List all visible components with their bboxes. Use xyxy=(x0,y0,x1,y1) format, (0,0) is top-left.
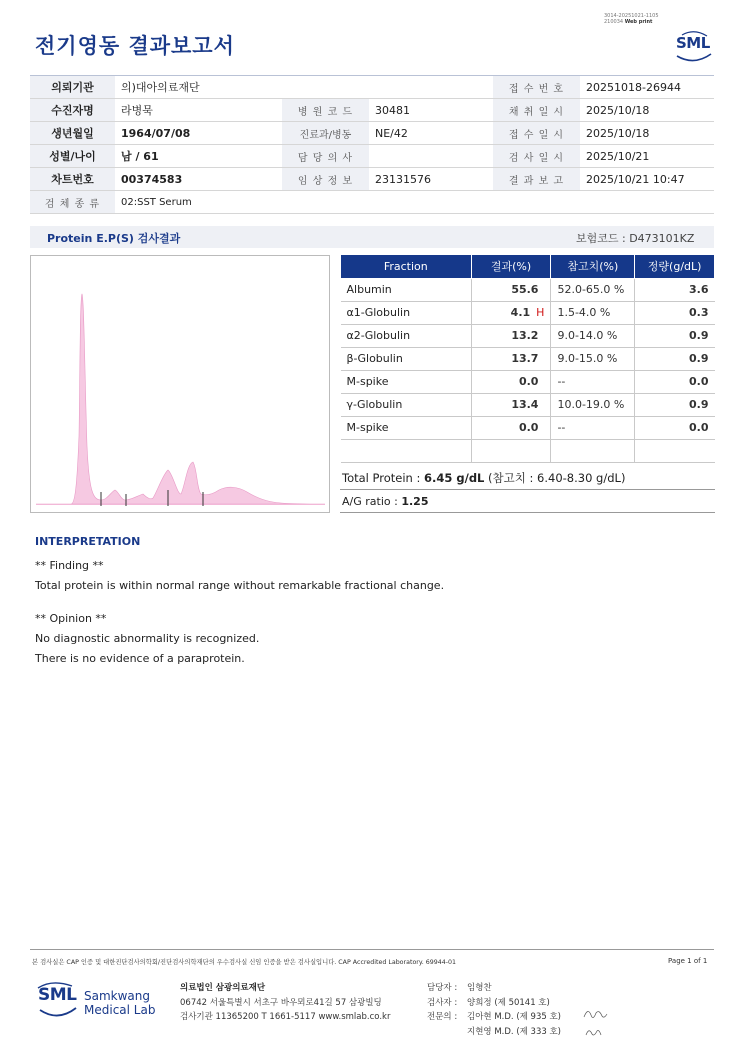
opinion-heading: ** Opinion ** xyxy=(35,612,107,625)
column-header: Fraction xyxy=(341,255,472,278)
footer-divider xyxy=(30,949,714,950)
electrophoresis-area xyxy=(36,294,325,504)
sml-logo: SML xyxy=(674,30,714,64)
reference-range: 52.0-65.0 % xyxy=(551,278,635,301)
result-cell: 0.0 xyxy=(471,416,551,439)
table-row xyxy=(341,324,715,347)
sml-footer-logo: SML xyxy=(36,980,78,1020)
amount-cell: 3.6 xyxy=(635,278,715,301)
info-label: 의뢰기관 xyxy=(30,76,115,99)
result-cell: 13.7 xyxy=(471,347,551,370)
amount-cell: 0.0 xyxy=(635,370,715,393)
info-label: 담 당 의 사 xyxy=(282,145,369,168)
insurance-code: 보험코드 : D473101KZ xyxy=(576,232,695,245)
info-value: 라병묵 xyxy=(115,99,282,122)
brand-name: Samkwang Medical Lab xyxy=(84,989,156,1017)
fraction-name: α2-Globulin xyxy=(341,324,472,347)
table-row xyxy=(341,393,715,416)
info-row xyxy=(30,122,714,145)
staff-labels: 담당자 : 검사자 : 전문의 : xyxy=(427,983,458,1022)
logo-swoosh-icon xyxy=(674,30,714,64)
info-value: 2025/10/18 xyxy=(580,99,714,122)
certification-note: 본 검사실은 CAP 인증 및 대한진단검사의학회/진단검사의학재단의 우수검사실 신임 인증을 받은 검사실입니다. CAP Accredited Laboratory. 69944-01 xyxy=(32,959,457,966)
info-value: 2025/10/21 xyxy=(580,145,714,168)
signature-image xyxy=(580,1005,610,1041)
info-value xyxy=(369,145,493,168)
info-value: 20251018-26944 xyxy=(580,76,714,99)
reference-range: -- xyxy=(551,370,635,393)
info-value: 남 / 61 xyxy=(115,145,282,168)
info-row xyxy=(30,76,714,99)
interpretation-heading: INTERPRETATION xyxy=(35,535,141,548)
table-row xyxy=(341,347,715,370)
info-row xyxy=(30,99,714,122)
amount-cell: 0.9 xyxy=(635,347,715,370)
info-label: 차트번호 xyxy=(30,168,115,191)
info-value: 30481 xyxy=(369,99,493,122)
table-row xyxy=(341,416,715,439)
finding-heading: ** Finding ** xyxy=(35,559,104,572)
report-title: 전기영동 결과보고서 xyxy=(35,34,235,58)
opinion-line: There is no evidence of a paraprotein. xyxy=(35,652,245,665)
table-row xyxy=(341,439,715,462)
info-value: 1964/07/08 xyxy=(115,122,282,145)
reference-range: 10.0-19.0 % xyxy=(551,393,635,416)
table-row xyxy=(341,370,715,393)
info-value: 2025/10/18 xyxy=(580,122,714,145)
result-cell xyxy=(471,439,551,462)
amount-cell: 0.3 xyxy=(635,301,715,324)
table-row xyxy=(341,278,715,301)
column-header: 결과(%) xyxy=(471,255,551,278)
amount-cell: 0.9 xyxy=(635,393,715,416)
info-row xyxy=(30,168,714,191)
info-row xyxy=(30,145,714,168)
info-label: 성별/나이 xyxy=(30,145,115,168)
page-number: Page 1 of 1 xyxy=(668,957,708,965)
info-label: 임 상 정 보 xyxy=(282,168,369,191)
fraction-name xyxy=(341,439,472,462)
column-header: 참고치(%) xyxy=(551,255,635,278)
results-table xyxy=(340,255,715,463)
fraction-name: M-spike xyxy=(341,370,472,393)
result-cell: 13.4 xyxy=(471,393,551,416)
document-id: 3014-20251021-1105 210034 Web print xyxy=(604,13,659,25)
ag-ratio: A/G ratio : 1.25 xyxy=(340,490,715,513)
section-title: Protein E.P(S) 검사결과 xyxy=(47,232,181,245)
info-value: NE/42 xyxy=(369,122,493,145)
fraction-name: β-Globulin xyxy=(341,347,472,370)
info-value: 의)대아의료재단 xyxy=(115,76,493,99)
finding-text: Total protein is within normal range without remarkable fractional change. xyxy=(35,579,445,592)
electrophoresis-graph xyxy=(30,255,330,513)
info-label: 진료과/병동 xyxy=(282,122,369,145)
info-label: 채 취 일 시 xyxy=(493,99,580,122)
reference-range: 1.5-4.0 % xyxy=(551,301,635,324)
reference-range xyxy=(551,439,635,462)
info-value: 2025/10/21 10:47 xyxy=(580,168,714,191)
amount-cell: 0.0 xyxy=(635,416,715,439)
reference-range: 9.0-15.0 % xyxy=(551,347,635,370)
high-flag: H xyxy=(536,306,545,319)
info-label: 병 원 코 드 xyxy=(282,99,369,122)
info-label: 생년월일 xyxy=(30,122,115,145)
result-cell: 55.6 xyxy=(471,278,551,301)
amount-cell: 0.9 xyxy=(635,324,715,347)
staff-names: 임형찬 양희정 (제 50141 호) 김아현 M.D. (제 935 호) 지현영 M.D. (제 333 호) xyxy=(467,983,562,1037)
info-label: 접 수 번 호 xyxy=(493,76,580,99)
result-cell: 0.0 xyxy=(471,370,551,393)
info-value: 02:SST Serum xyxy=(115,191,714,214)
info-value: 00374583 xyxy=(115,168,282,191)
table-row xyxy=(341,301,715,324)
fraction-name: M-spike xyxy=(341,416,472,439)
organization-info: 의료법인 삼광의료재단 06742 서울특별시 서초구 바우뫼로41길 57 삼광빌딩 검사기관 11365200 T 1661-5117 www.smlab.co.kr xyxy=(180,983,391,1022)
info-label: 수진자명 xyxy=(30,99,115,122)
info-label: 접 수 일 시 xyxy=(493,122,580,145)
info-label: 검 사 일 시 xyxy=(493,145,580,168)
result-cell: 13.2 xyxy=(471,324,551,347)
reference-range: 9.0-14.0 % xyxy=(551,324,635,347)
amount-cell xyxy=(635,439,715,462)
info-row xyxy=(30,191,714,214)
fraction-name: γ-Globulin xyxy=(341,393,472,416)
fraction-name: α1-Globulin xyxy=(341,301,472,324)
electrophoresis-curve xyxy=(31,256,329,512)
total-protein: Total Protein : 6.45 g/dL (참고치 : 6.40-8.30 g/dL) xyxy=(340,466,715,490)
info-label: 결 과 보 고 xyxy=(493,168,580,191)
result-cell: 4.1 H xyxy=(471,301,551,324)
results-header-row xyxy=(341,255,715,278)
info-value: 23131576 xyxy=(369,168,493,191)
patient-info-table xyxy=(30,75,714,214)
fraction-name: Albumin xyxy=(341,278,472,301)
opinion-line: No diagnostic abnormality is recognized. xyxy=(35,632,260,645)
info-label: 검 체 종 류 xyxy=(30,191,115,214)
column-header: 정량(g/dL) xyxy=(635,255,715,278)
reference-range: -- xyxy=(551,416,635,439)
